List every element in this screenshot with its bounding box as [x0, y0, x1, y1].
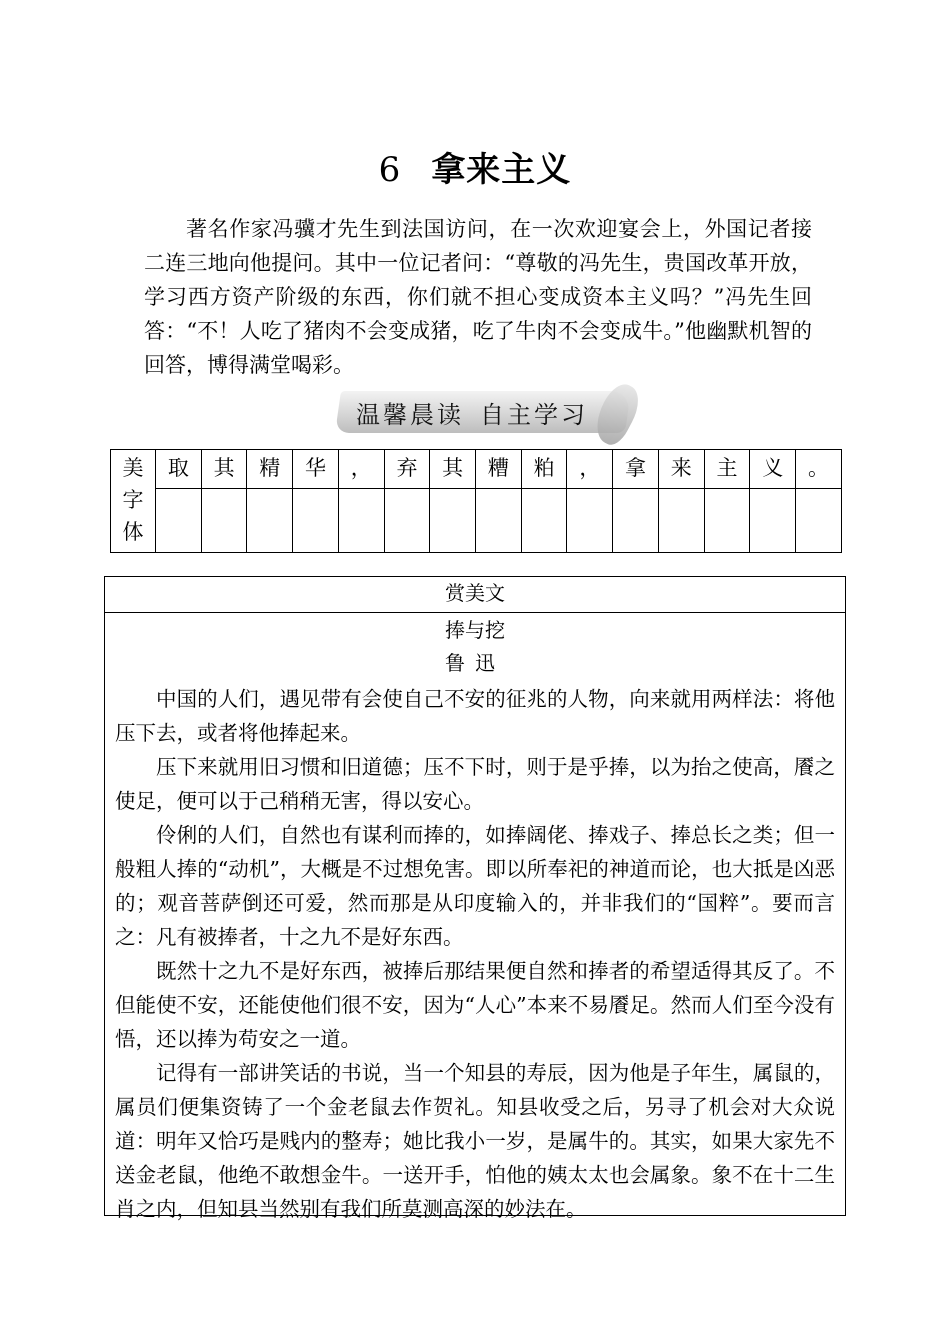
intro-paragraph: 著名作家冯骥才先生到法国访问，在一次欢迎宴会上，外国记者接二连三地向他提问。其中一位记者问：“尊敬的冯先生，贵国改革开放，学习西方资产阶级的东西，你们就不担心变成资本主义吗？”冯先生回答：“不！人吃了猪肉不会变成猪，吃了牛肉不会变成牛。”他幽默机智的回答，博得满堂喝彩。	[144, 217, 812, 377]
lesson-title-text: 拿来主义	[431, 150, 572, 190]
grid-char: 粕	[521, 450, 567, 489]
essay-paragraph: 伶俐的人们，自然也有谋利而捧的，如捧阔佬、捧戏子、捧总长之类；但一般粗人捧的“动机”，大概是不过想免害。即以所奉祀的神道而论，也大抵是凶恶的；观音菩萨倒还可爱，然而那是从印度输入的，并非我们的“国粹”。要而言之：凡有被捧者，十之九不是好东西。	[115, 823, 835, 949]
grid-blank-cell	[247, 489, 293, 553]
essay-paragraph: 中国的人们，遇见带有会使自己不安的征兆的人物，向来就用两样法：将他压下去，或者将他捧起来。	[115, 687, 835, 745]
grid-blank-cell	[430, 489, 476, 553]
grid-label-char: 字	[122, 488, 144, 512]
essay-paragraph: 记得有一部讲笑话的书说，当一个知县的寿辰，因为他是子年生，属鼠的，属员们便集资铸了一个金老鼠去作贺礼。知县收受之后，另寻了机会对大众说道：明年又恰巧是贱内的整寿；她比我小一岁，是属牛的。其实，如果大家先不送金老鼠，他绝不敢想金牛。一送开手，怕他的姨太太也会属象。象不在十二生肖之内，但知县当然别有我们所莫测高深的妙法在。	[115, 1061, 835, 1221]
grid-label	[111, 450, 156, 553]
essay-paragraph: 压下来就用旧习惯和旧道德；压不下时，则于是乎捧，以为抬之使高，餍之使足，便可以于己稍稍无害，得以安心。	[115, 755, 835, 813]
grid-blank-cell	[156, 489, 202, 553]
grid-blank-cell	[613, 489, 659, 553]
section-banner	[338, 383, 638, 443]
lesson-title	[0, 142, 950, 191]
essay-author: 鲁迅	[445, 651, 505, 675]
grid-blank-cell	[201, 489, 247, 553]
grid-char: 取	[156, 450, 202, 489]
essay-title: 捧与挖	[445, 618, 505, 642]
grid-blank-cell	[338, 489, 384, 553]
banner-left-text: 温馨晨读	[356, 401, 464, 429]
grid-blank-cell	[476, 489, 522, 553]
essay-body	[105, 680, 845, 1226]
grid-blank-cell	[750, 489, 796, 553]
grid-label-char: 体	[122, 520, 144, 544]
intro-section	[144, 212, 812, 382]
grid-blank-cell	[567, 489, 613, 553]
lesson-number: 6	[378, 150, 402, 190]
banner-right-text: 自主学习	[480, 401, 588, 429]
grid-blank-cell	[796, 489, 842, 553]
grid-char: 来	[658, 450, 704, 489]
calligraphy-practice-grid	[110, 449, 842, 553]
grid-char: 其	[201, 450, 247, 489]
grid-char: 。	[796, 450, 842, 489]
grid-label-char: 美	[122, 456, 144, 480]
grid-blank-cell	[384, 489, 430, 553]
grid-blank-cell	[293, 489, 339, 553]
banner-text	[356, 395, 588, 430]
appreciation-box	[104, 576, 846, 1221]
grid-char: 精	[247, 450, 293, 489]
grid-char: 华	[293, 450, 339, 489]
grid-char: 其	[430, 450, 476, 489]
appreciation-header: 赏美文	[105, 577, 845, 613]
essay-paragraph: 既然十之九不是好东西，被捧后那结果便自然和捧者的希望适得其反了。不但能使不安，还能使他们很不安，因为“人心”本来不易餍足。然而人们至今没有悟，还以捧为苟安之一道。	[115, 959, 835, 1051]
grid-char: 义	[750, 450, 796, 489]
grid-char: ，	[567, 450, 613, 489]
grid-char: 弃	[384, 450, 430, 489]
grid-char: 主	[704, 450, 750, 489]
grid-blank-cell	[704, 489, 750, 553]
grid-blank-cell	[658, 489, 704, 553]
grid-char: 拿	[613, 450, 659, 489]
grid-blank-cell	[521, 489, 567, 553]
grid-char: 糟	[476, 450, 522, 489]
grid-char: ，	[338, 450, 384, 489]
